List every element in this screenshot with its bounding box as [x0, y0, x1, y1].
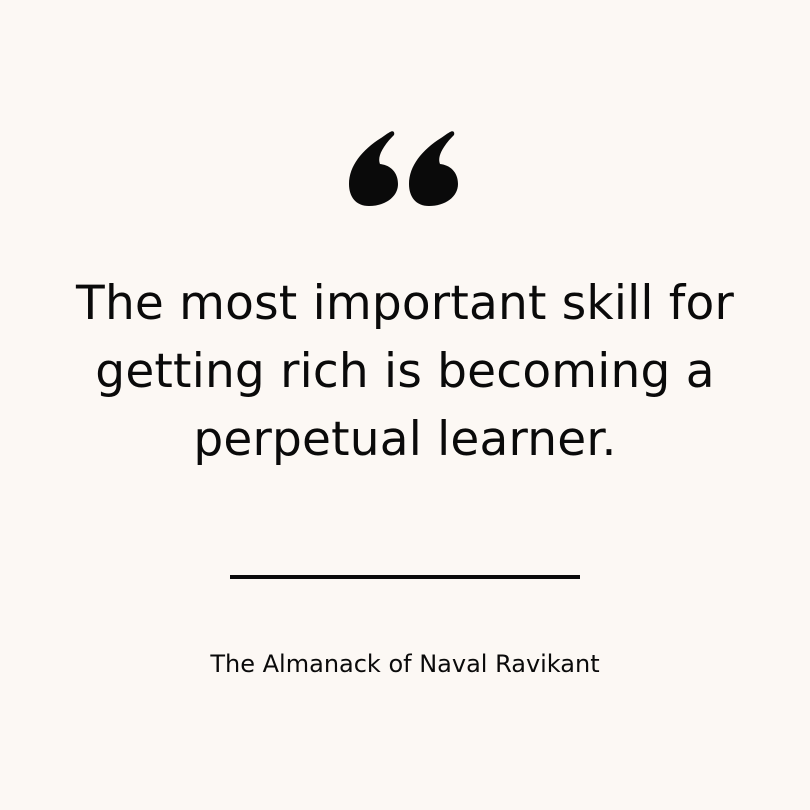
opening-quotation-mark-icon	[346, 128, 462, 208]
quote-text	[40, 270, 770, 474]
attribution: The Almanack of Naval Ravikant	[210, 650, 600, 678]
quote-line: getting rich is becoming a	[95, 344, 715, 399]
divider-line	[230, 575, 580, 579]
quote-line: perpetual learner.	[193, 412, 617, 467]
quote-line: The most important skill for	[76, 276, 734, 331]
